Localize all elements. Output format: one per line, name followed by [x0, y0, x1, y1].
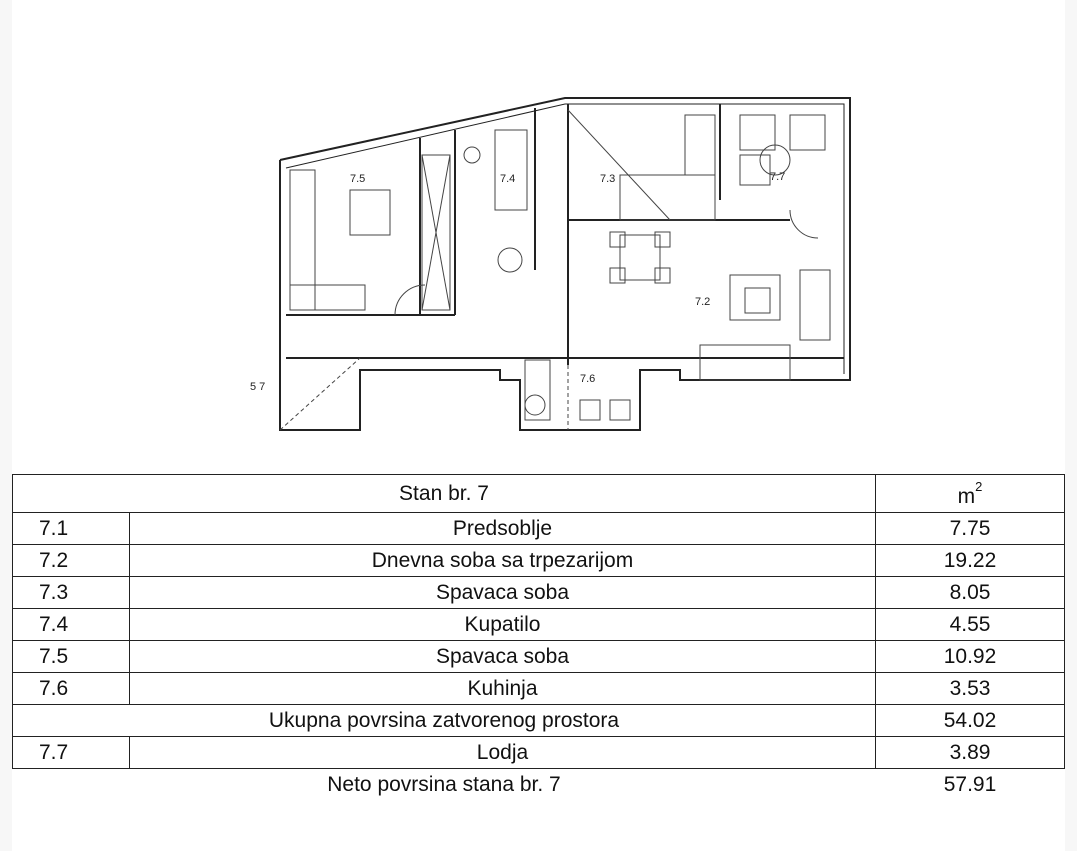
unit-header: [876, 475, 1065, 513]
subtotal-row: [13, 705, 1065, 737]
room-name: Kupatilo: [130, 609, 876, 641]
room-name: Lodja: [130, 737, 876, 769]
table-row: [13, 673, 1065, 705]
room-label: 7.4: [500, 173, 516, 185]
subtotal-area: 54.02: [876, 705, 1065, 737]
room-area: 8.05: [876, 577, 1065, 609]
subtotal-label: Ukupna povrsina zatvorenog prostora: [13, 705, 876, 737]
room-number: 7.2: [13, 545, 130, 577]
table-row: [13, 545, 1065, 577]
table-header-row: [13, 475, 1065, 513]
table-row: [13, 513, 1065, 545]
total-label: Neto povrsina stana br. 7: [327, 773, 561, 796]
room-area: 19.22: [876, 545, 1065, 577]
room-area: 3.53: [876, 673, 1065, 705]
unit-exponent: 2: [975, 479, 983, 494]
room-name: Spavaca soba: [130, 641, 876, 673]
room-name: Dnevna soba sa trpezarijom: [130, 545, 876, 577]
room-number: 7.4: [13, 609, 130, 641]
floor-plan-drawing: [250, 60, 860, 440]
area-table: [12, 474, 1065, 800]
table-row: [13, 641, 1065, 673]
room-number: 7.5: [13, 641, 130, 673]
room-area: 10.92: [876, 641, 1065, 673]
room-area: 3.89: [876, 737, 1065, 769]
room-label: 7.2: [695, 296, 711, 308]
room-label: 7.6: [580, 373, 596, 385]
document-page: [12, 0, 1065, 851]
room-area: 4.55: [876, 609, 1065, 641]
table-title: Stan br. 7: [13, 475, 876, 513]
total-area: 57.91: [943, 773, 997, 796]
room-label: 7.3: [600, 173, 616, 185]
total-row: [13, 769, 1065, 801]
room-label: 7.7: [770, 171, 786, 183]
room-area: 7.75: [876, 513, 1065, 545]
floor-plan: [250, 60, 860, 440]
room-name: Predsoblje: [130, 513, 876, 545]
room-label: 7.5: [350, 173, 366, 185]
unit-base: m: [957, 485, 976, 508]
room-name: Spavaca soba: [130, 577, 876, 609]
section-label: 5 7: [250, 381, 266, 393]
table-row: [13, 737, 1065, 769]
table-row: [13, 577, 1065, 609]
room-name: Kuhinja: [130, 673, 876, 705]
table-row: [13, 609, 1065, 641]
room-number: 7.3: [13, 577, 130, 609]
room-number: 7.1: [13, 513, 130, 545]
room-number: 7.7: [13, 737, 130, 769]
room-number: 7.6: [13, 673, 130, 705]
outer-wall-inner: [286, 104, 844, 374]
